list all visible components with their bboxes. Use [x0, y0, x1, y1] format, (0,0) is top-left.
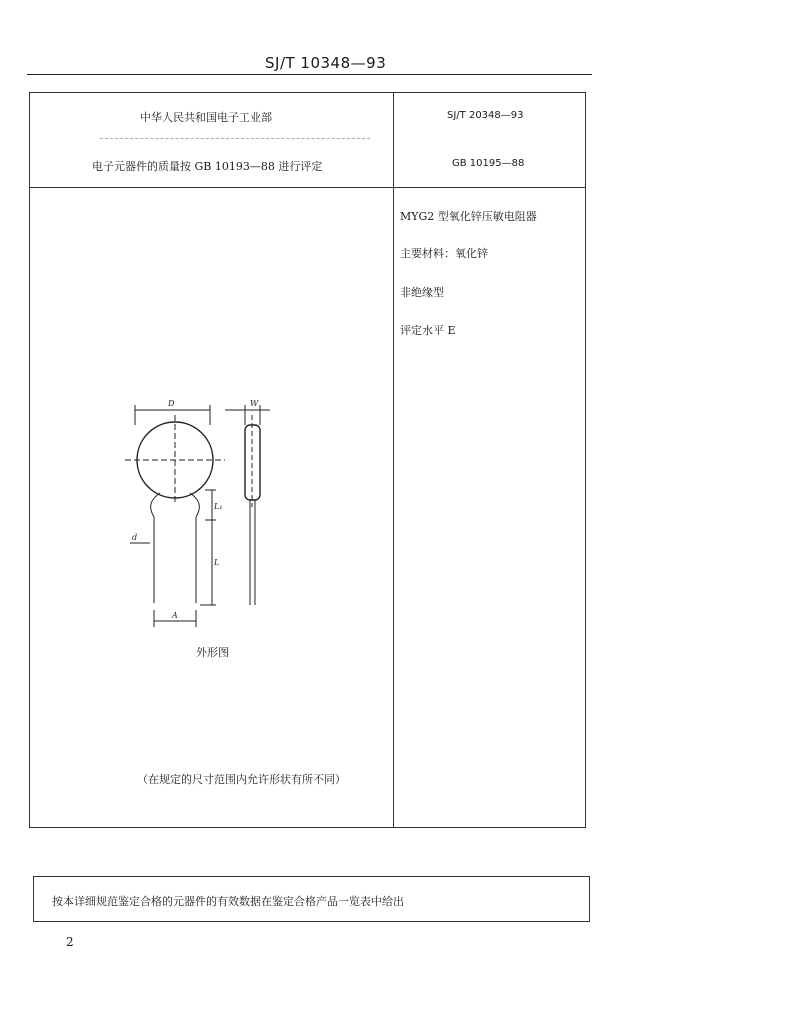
shape-variance-note: （在规定的尺寸范围内允许形状有所不同）: [137, 773, 346, 786]
quality-assessment-line: 电子元器件的质量按 GB 10193—88 进行评定: [92, 160, 323, 173]
lead-right: [190, 493, 199, 603]
qualified-products-statement: 按本详细规范鉴定合格的元器件的有效数据在鉴定合格产品一览表中给出: [52, 895, 404, 908]
gb-number: GB 10195—88: [452, 158, 525, 169]
spec-line-material: 主要材料：氧化锌: [400, 247, 488, 260]
standard-number: SJ/T 20348—93: [447, 110, 524, 121]
label-A: A: [172, 611, 178, 620]
outline-drawing: [110, 395, 310, 635]
label-L1: L₁: [214, 502, 223, 511]
spec-line-level: 评定水平 E: [400, 324, 456, 337]
spec-line-insulation: 非绝缘型: [400, 286, 444, 299]
header-rule: [27, 74, 592, 75]
page-number: 2: [66, 935, 74, 949]
label-L: L: [214, 558, 220, 567]
organization-name: 中华人民共和国电子工业部: [140, 111, 272, 124]
frame-title-divider: [29, 187, 586, 188]
label-d: d: [132, 533, 138, 542]
spec-line-model: MYG2 型氧化锌压敏电阻器: [400, 210, 537, 223]
label-D: D: [168, 399, 175, 408]
label-W: W: [250, 399, 259, 408]
document-header-code: SJ/T 10348—93: [265, 54, 387, 72]
drawing-caption: 外形图: [196, 646, 229, 659]
frame-column-divider: [393, 92, 394, 828]
lead-left: [151, 493, 160, 603]
title-dashed-separator: [100, 138, 370, 139]
